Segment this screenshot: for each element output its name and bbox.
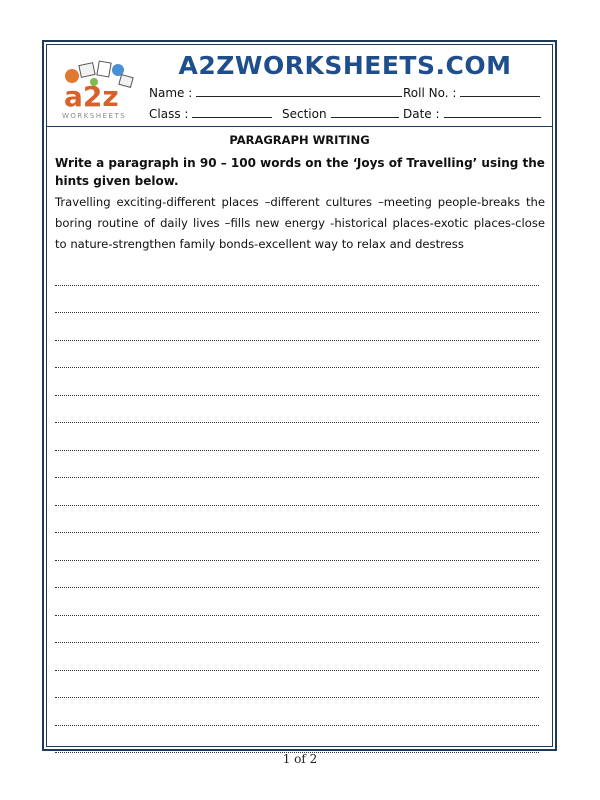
writing-line[interactable]: [55, 588, 539, 616]
name-blank[interactable]: [196, 85, 402, 97]
class-label: Class :: [149, 107, 189, 121]
roll-number-label: Roll No. :: [403, 86, 457, 100]
writing-line[interactable]: [55, 671, 539, 699]
writing-line[interactable]: [55, 616, 539, 644]
date-field[interactable]: [403, 106, 541, 121]
section-heading: PARAGRAPH WRITING: [229, 133, 370, 147]
writing-area[interactable]: [55, 258, 539, 753]
instruction-text: Write a paragraph in 90 – 100 words on the ‘Joys of Travelling’ using the hints given below.: [55, 156, 545, 188]
writing-line[interactable]: [55, 451, 539, 479]
section-blank[interactable]: [331, 106, 399, 118]
section-label: Section: [282, 107, 327, 121]
writing-line[interactable]: [55, 313, 539, 341]
writing-line[interactable]: [55, 533, 539, 561]
writing-line[interactable]: [55, 286, 539, 314]
svg-text:a2z: a2z: [64, 80, 119, 113]
site-title: A2ZWORKSHEETS.COM: [178, 51, 512, 80]
svg-text:WORKSHEETS: WORKSHEETS: [62, 112, 127, 120]
writing-line[interactable]: [55, 506, 539, 534]
hints-text: Travelling exciting-different places –different cultures –meeting people-breaks the boring routine of daily lives –fills new energy -historical places-exotic places-close to nature-strengthen family bonds-excellent way to relax and destress: [55, 195, 545, 251]
class-blank[interactable]: [192, 106, 272, 118]
writing-line[interactable]: [55, 561, 539, 589]
date-blank[interactable]: [444, 106, 541, 118]
writing-line[interactable]: [55, 698, 539, 726]
name-label: Name :: [149, 86, 193, 100]
class-field[interactable]: [149, 106, 272, 121]
writing-line[interactable]: [55, 341, 539, 369]
writing-line[interactable]: [55, 643, 539, 671]
a2z-worksheets-logo: [58, 56, 140, 122]
section-field[interactable]: [282, 106, 399, 121]
writing-line[interactable]: [55, 258, 539, 286]
page-number: 1 of 2: [282, 752, 318, 766]
date-label: Date :: [403, 107, 440, 121]
roll-number-blank[interactable]: [460, 85, 540, 97]
header-divider: [46, 126, 553, 127]
writing-line[interactable]: [55, 368, 539, 396]
name-field[interactable]: [149, 85, 402, 100]
roll-number-field[interactable]: [403, 85, 540, 100]
writing-line[interactable]: [55, 478, 539, 506]
writing-line[interactable]: [55, 423, 539, 451]
writing-line[interactable]: [55, 726, 539, 754]
writing-line[interactable]: [55, 396, 539, 424]
